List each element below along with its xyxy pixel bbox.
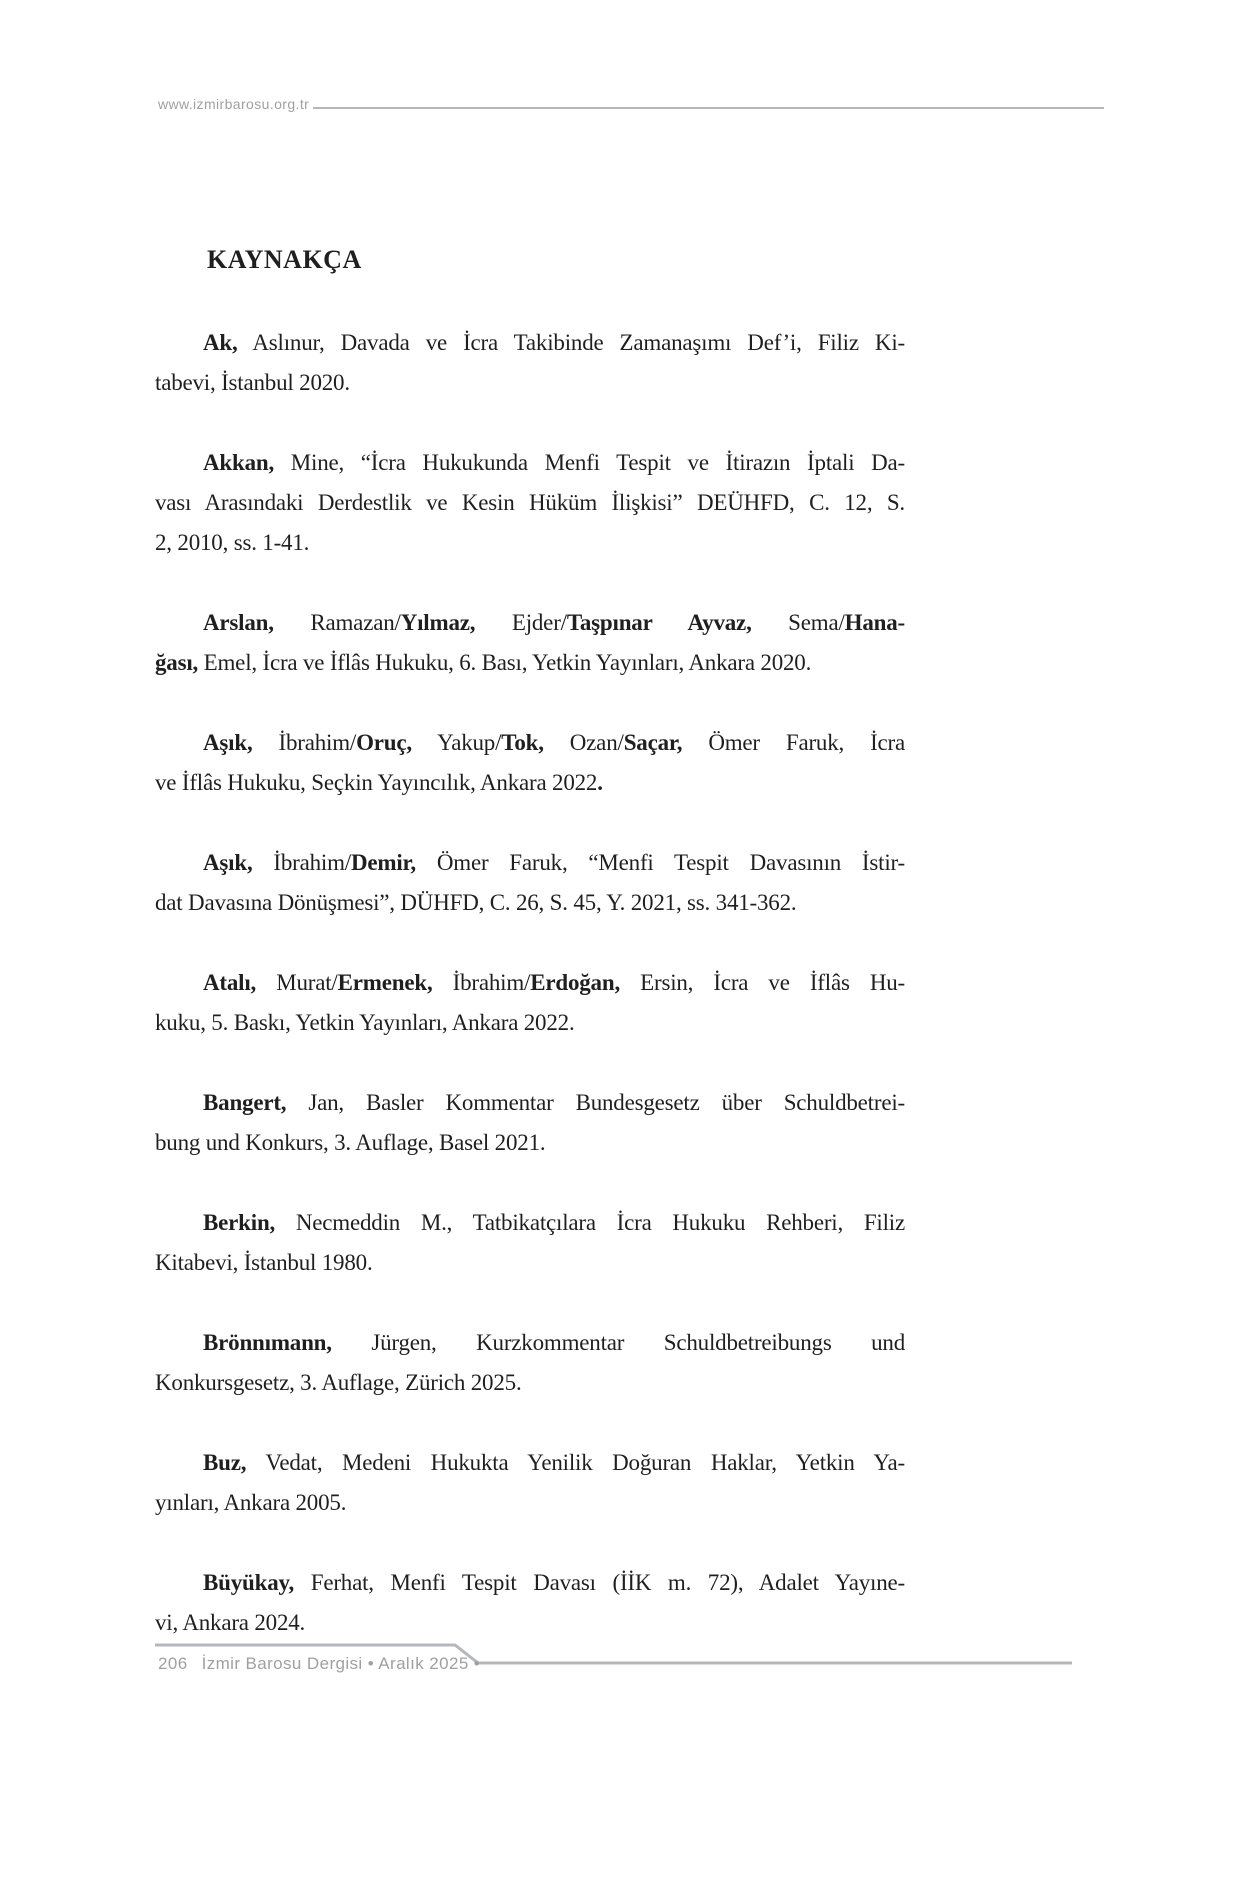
bibliography-entry (155, 323, 905, 403)
entry-line (155, 1323, 905, 1363)
reference-text: Yakup/ (411, 730, 502, 755)
author-name: Buz, (203, 1450, 247, 1475)
entry-line (155, 763, 905, 803)
reference-text: Aslınur, Davada ve İcra Takibinde Zamanaşımı Def’i, Filiz Ki- (237, 330, 905, 355)
entry-line (155, 1363, 905, 1403)
entry-line (155, 843, 905, 883)
reference-text: Murat/ (256, 970, 338, 995)
author-name: Berkin, (203, 1210, 276, 1235)
entry-line (155, 1083, 905, 1123)
author-name: Brönnımann, (203, 1330, 332, 1355)
author-name: Demir, (350, 850, 416, 875)
reference-text: İbrahim/ (432, 970, 531, 995)
entry-line (155, 1563, 905, 1603)
bibliography-entry (155, 1563, 905, 1643)
entry-line (155, 1003, 905, 1043)
bibliography-entry (155, 1203, 905, 1283)
author-name: Ak, (203, 330, 238, 355)
page-title: KAYNAKÇA (207, 245, 362, 274)
author-name: Aşık, (203, 730, 253, 755)
bibliography-entry (155, 443, 905, 563)
site-url: www.izmirbarosu.org.tr (158, 96, 310, 112)
page-footer (158, 1652, 480, 1676)
author-name: Hana- (844, 610, 905, 635)
entry-line (155, 523, 905, 563)
reference-text: Vedat, Medeni Hukukta Yenilik Doğuran Haklar, Yetkin Ya- (246, 1450, 905, 1475)
bibliography-entry (155, 963, 905, 1043)
journal-name: İzmir Barosu Dergisi • Aralık 2025 • (201, 1654, 481, 1673)
reference-text: Ferhat, Menfi Tespit Davası (İİK m. 72), Adalet Yayıne- (294, 1570, 905, 1595)
reference-text: İbrahim/ (252, 850, 351, 875)
entry-line (155, 723, 905, 763)
reference-text: dat Davasına Dönüşmesi”, DÜHFD, C. 26, S. 45, Y. 2021, ss. 341-362. (155, 890, 797, 915)
author-name: Taşpınar Ayvaz, (566, 610, 752, 635)
entry-line (155, 1123, 905, 1163)
bibliography-entry (155, 1083, 905, 1163)
reference-text: Ömer Faruk, İcra (682, 730, 906, 755)
reference-text: Ozan/ (543, 730, 624, 755)
author-name: Arslan, (203, 610, 274, 635)
entry-line (155, 1443, 905, 1483)
author-name: Akkan, (203, 450, 275, 475)
entry-line (155, 1203, 905, 1243)
author-name: Aşık, (203, 850, 253, 875)
reference-text: İbrahim/ (252, 730, 357, 755)
reference-text: bung und Konkurs, 3. Auflage, Basel 2021. (155, 1130, 546, 1155)
entry-line (155, 963, 905, 1003)
author-name: Saçar, (623, 730, 683, 755)
author-name: . (597, 770, 603, 795)
entry-line (155, 323, 905, 363)
entry-line (155, 1243, 905, 1283)
reference-text: Necmeddin M., Tatbikatçılara İcra Hukuku Rehberi, Filiz (275, 1210, 905, 1235)
author-name: Büyükay, (203, 1570, 295, 1595)
reference-text: vi, Ankara 2024. (155, 1610, 306, 1635)
entry-line (155, 883, 905, 923)
reference-text: Konkursgesetz, 3. Auflage, Zürich 2025. (155, 1370, 522, 1395)
reference-text: tabevi, İstanbul 2020. (155, 370, 350, 395)
bibliography-list (155, 323, 905, 1683)
reference-text: Ömer Faruk, “Menfi Tespit Davasının İstir- (415, 850, 905, 875)
bibliography-entry (155, 1443, 905, 1523)
author-name: Erdoğan, (530, 970, 621, 995)
entry-line (155, 363, 905, 403)
author-name: Tok, (501, 730, 544, 755)
author-name: Oruç, (356, 730, 412, 755)
bibliography-entry (155, 1323, 905, 1403)
author-name: Ermenek, (337, 970, 433, 995)
reference-text: Mine, “İcra Hukukunda Menfi Tespit ve İtirazın İptali Da- (274, 450, 905, 475)
bibliography-entry (155, 603, 905, 683)
reference-text: Sema/ (751, 610, 845, 635)
reference-text: Ramazan/ (273, 610, 401, 635)
reference-text: kuku, 5. Baskı, Yetkin Yayınları, Ankara 2022. (155, 1010, 575, 1035)
author-name: Yılmaz, (400, 610, 476, 635)
entry-line (155, 643, 905, 683)
entry-line (155, 483, 905, 523)
author-name: Atalı, (203, 970, 257, 995)
reference-text: Jürgen, Kurzkommentar Schuldbetreibungs und (331, 1330, 905, 1355)
reference-text: Ejder/ (475, 610, 567, 635)
reference-text: 2, 2010, ss. 1-41. (155, 530, 310, 555)
author-name: Bangert, (203, 1090, 287, 1115)
page-header (158, 96, 1104, 112)
bibliography-entry (155, 723, 905, 803)
header-rule (313, 107, 1104, 109)
reference-text: Ersin, İcra ve İflâs Hu- (620, 970, 905, 995)
reference-text: Jan, Basler Kommentar Bundesgesetz über Schuldbetrei- (286, 1090, 905, 1115)
reference-text: yınları, Ankara 2005. (155, 1490, 347, 1515)
reference-text: Kitabevi, İstanbul 1980. (155, 1250, 373, 1275)
page-number: 206 (158, 1654, 188, 1673)
reference-text: vası Arasındaki Derdestlik ve Kesin Hüküm İlişkisi” DEÜHFD, C. 12, S. (155, 490, 905, 515)
author-name: ğası, (155, 650, 199, 675)
entry-line (155, 1603, 905, 1643)
entry-line (155, 443, 905, 483)
reference-text: Emel, İcra ve İflâs Hukuku, 6. Bası, Yetkin Yayınları, Ankara 2020. (198, 650, 812, 675)
entry-line (155, 603, 905, 643)
entry-line (155, 1483, 905, 1523)
bibliography-entry (155, 843, 905, 923)
reference-text: ve İflâs Hukuku, Seçkin Yayıncılık, Ankara 2022 (155, 770, 598, 795)
